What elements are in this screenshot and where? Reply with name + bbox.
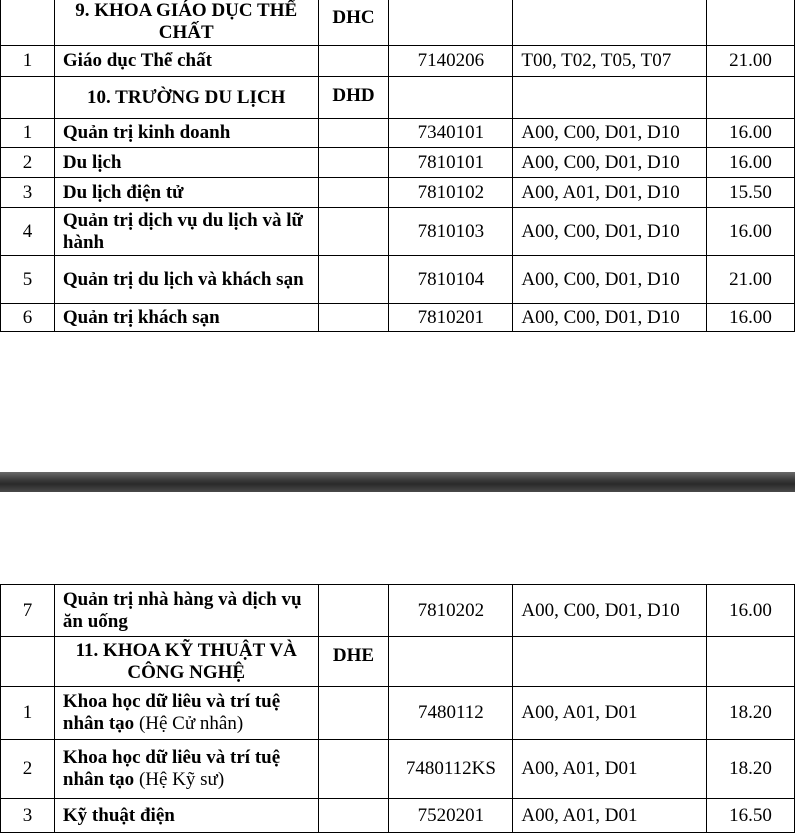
cutoff-score: 18.20: [707, 740, 795, 799]
cutoff-score: 21.00: [707, 46, 795, 77]
program-type: (Hệ Cử nhân): [134, 713, 244, 734]
cutoff-score: 18.20: [707, 687, 795, 740]
row-number: 3: [1, 799, 55, 833]
program-type: (Hệ Kỹ sư): [134, 769, 225, 790]
major-name-text: Khoa học dữ liêu và trí tuệ nhân tạo: [62, 691, 281, 734]
cutoff-score: 16.00: [707, 585, 795, 637]
cutoff-score: 15.50: [707, 178, 795, 208]
row-number: 2: [1, 740, 55, 799]
major-name: [54, 740, 318, 799]
table-row: [1, 304, 795, 332]
school-code: DHE: [318, 637, 389, 687]
admission-table-top: [0, 0, 795, 332]
major-code: 7810202: [389, 585, 513, 637]
major-name: Quản trị khách sạn: [54, 304, 318, 332]
cutoff-score: 16.00: [707, 208, 795, 256]
subject-combination: A00, A01, D01, D10: [513, 178, 707, 208]
subject-combination: A00, A01, D01: [513, 740, 707, 799]
section-title: 9. KHOA GIÁO DỤC THỂ CHẤT: [54, 0, 318, 46]
section-header-row: [1, 77, 795, 119]
section-header-row: [1, 0, 795, 46]
subject-combination: A00, C00, D01, D10: [513, 208, 707, 256]
cutoff-score: 16.00: [707, 119, 795, 148]
major-code: 7810104: [389, 256, 513, 304]
major-code: 7810201: [389, 304, 513, 332]
subject-combination: A00, C00, D01, D10: [513, 585, 707, 637]
row-number: 1: [1, 46, 55, 77]
cutoff-score: 21.00: [707, 256, 795, 304]
subject-combination: A00, A01, D01: [513, 687, 707, 740]
subject-combination: A00, A01, D01: [513, 799, 707, 833]
admission-table-bottom: [0, 584, 795, 833]
major-name: [54, 687, 318, 740]
section-header-row: [1, 637, 795, 687]
major-name: Quản trị kinh doanh: [54, 119, 318, 148]
row-number: 6: [1, 304, 55, 332]
major-name: Giáo dục Thể chất: [54, 46, 318, 77]
major-code: 7810103: [389, 208, 513, 256]
table-row: [1, 585, 795, 637]
table-row: [1, 740, 795, 799]
row-number: 3: [1, 178, 55, 208]
major-name: Quản trị dịch vụ du lịch và lữ hành: [54, 208, 318, 256]
major-code: 7520201: [389, 799, 513, 833]
cutoff-score: 16.00: [707, 148, 795, 178]
subject-combination: A00, C00, D01, D10: [513, 148, 707, 178]
row-number: 1: [1, 119, 55, 148]
table-row: [1, 46, 795, 77]
major-name: Quản trị du lịch và khách sạn: [54, 256, 318, 304]
major-code: 7480112: [389, 687, 513, 740]
row-number: 5: [1, 256, 55, 304]
table-row: [1, 208, 795, 256]
page-break-divider: [0, 472, 795, 492]
row-number: 4: [1, 208, 55, 256]
table-row: [1, 799, 795, 833]
subject-combination: T00, T02, T05, T07: [513, 46, 707, 77]
major-name: Kỹ thuật điện: [54, 799, 318, 833]
major-code: 7810102: [389, 178, 513, 208]
table-row: [1, 148, 795, 178]
major-code: 7480112KS: [389, 740, 513, 799]
table-row: [1, 256, 795, 304]
table-row: [1, 178, 795, 208]
row-number: 2: [1, 148, 55, 178]
major-code: 7140206: [389, 46, 513, 77]
cutoff-score: 16.50: [707, 799, 795, 833]
major-name: Du lịch: [54, 148, 318, 178]
school-code: DHD: [318, 77, 389, 119]
major-code: 7340101: [389, 119, 513, 148]
table-row: [1, 119, 795, 148]
table-row: [1, 687, 795, 740]
major-name: Quản trị nhà hàng và dịch vụ ăn uống: [54, 585, 318, 637]
major-name-text: Khoa học dữ liêu và trí tuệ nhân tạo: [62, 747, 281, 790]
row-number: 1: [1, 687, 55, 740]
school-code: DHC: [318, 0, 389, 46]
subject-combination: A00, C00, D01, D10: [513, 304, 707, 332]
section-title: 11. KHOA KỸ THUẬT VÀ CÔNG NGHỆ: [54, 637, 318, 687]
subject-combination: A00, C00, D01, D10: [513, 119, 707, 148]
row-number: 7: [1, 585, 55, 637]
section-title: 10. TRƯỜNG DU LỊCH: [54, 77, 318, 119]
major-name: Du lịch điện tử: [54, 178, 318, 208]
cutoff-score: 16.00: [707, 304, 795, 332]
major-code: 7810101: [389, 148, 513, 178]
subject-combination: A00, C00, D01, D10: [513, 256, 707, 304]
